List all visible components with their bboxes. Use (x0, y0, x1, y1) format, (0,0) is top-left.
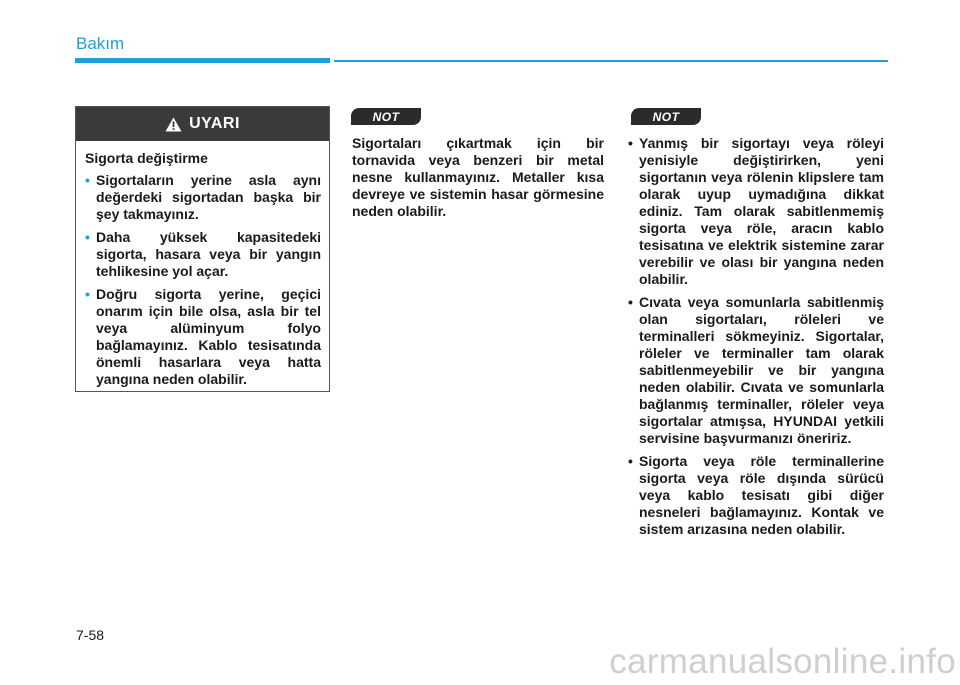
warning-item: • Sigortaların yerine asla aynı değerdeki sigortadan başka bir şey takmayınız. (85, 172, 321, 222)
warning-list (85, 172, 321, 388)
note-item: • Cıvata veya somunlarla sabitlenmiş olan sigortaları, röleleri ve terminalleri sökmeyiniz. Sigortalar, röleler ve terminaller tam olarak sabitlenmeyebilir ve bir yangına neden olabilir. Cıvata ve somunlarla bağlanmış terminaller, röleler veya sigortalar atmışsa, HYUNDAI yetkili servisine başvurmanızı öneririz. (628, 294, 884, 446)
warning-heading: Sigorta değiştirme (85, 150, 208, 166)
warning-title: UYARI (189, 115, 240, 132)
header-rule-thin (334, 60, 888, 62)
warning-item: • Daha yüksek kapasitedeki sigorta, hasara veya bir yangın tehlikesine yol açar. (85, 229, 321, 279)
note-item: • Sigorta veya röle terminallerine sigorta veya röle dışında sürücü veya kablo tesisatı gibi diğer nesneleri bağlamayınız. Kontak ve sistem arızasına neden olabilir. (628, 453, 884, 537)
warning-item: • Doğru sigorta yerine, geçici onarım için bile olsa, asla bir tel veya alüminyum folyo bağlamayınız. Kablo tesisatında önemli hasarlara veya hatta yangına neden olabilir. (85, 286, 321, 387)
note-right-list (628, 135, 884, 538)
warning-header (76, 107, 329, 141)
warning-triangle-icon (165, 117, 182, 132)
watermark: carmanualsonline.info (609, 642, 956, 681)
note-text-middle: Sigortaları çıkartmak için bir tornavida veya benzeri bir metal nesne kullanmayınız. Metaller kısa devreye ve sistemin hasar görmesine neden olabilir. (352, 135, 604, 219)
warning-box (75, 106, 330, 392)
note-item: • Yanmış bir sigortayı veya röleyi yenisiyle değiştirirken, yeni sigortanın veya rölenin klipslere tam olarak uyup uymadığına dikkat ediniz. Tam olarak sabitlenmemiş sigorta veya röle, aracın kablo tesisatına ve elektrik sistemine zarar verebilir ve olası bir yangına neden olabilir. (628, 135, 884, 287)
warning-body (76, 141, 329, 388)
note-tag-right: NOT (631, 108, 701, 125)
page-number: 7-58 (76, 627, 105, 643)
header-rule-thick (75, 58, 330, 63)
note-right-column (628, 135, 884, 544)
section-title: Bakım (76, 34, 125, 53)
note-tag-middle: NOT (351, 108, 421, 125)
